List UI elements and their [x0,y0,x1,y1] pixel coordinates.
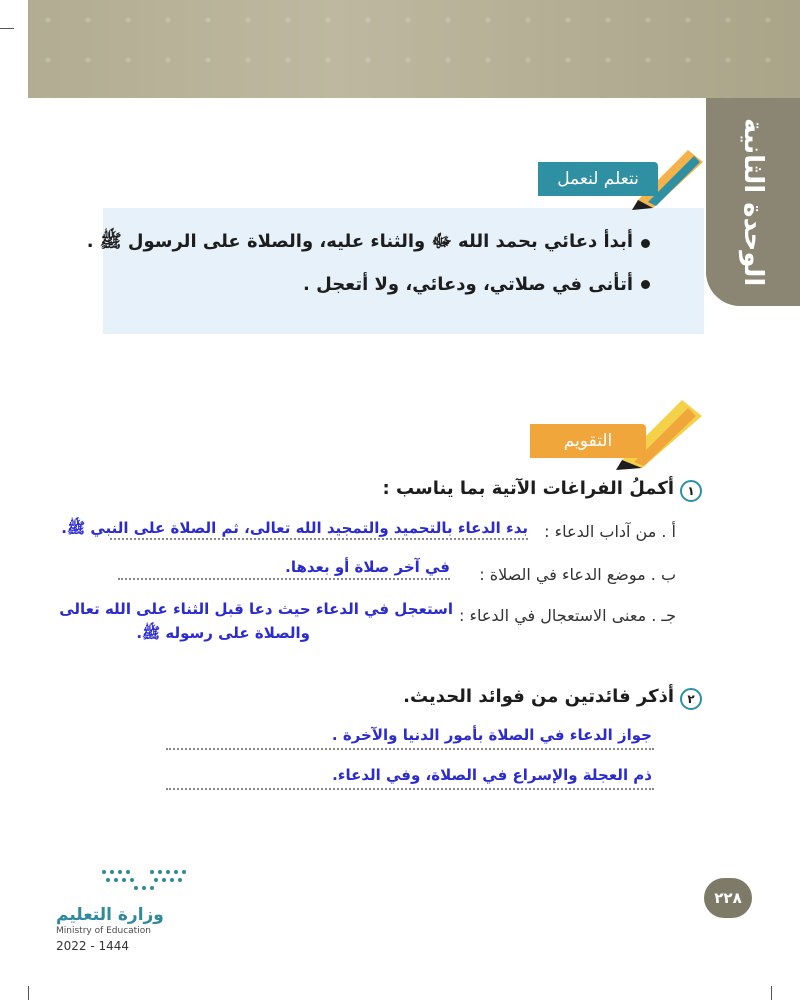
ministry-name-english: Ministry of Education [56,926,151,936]
unit-side-tab-label: الوحدة الثانية [738,117,768,287]
q2-answer: جواز الدعاء في الصلاة بأمور الدنيا والآخرة . [331,726,652,744]
question-number-badge: ١ [680,480,702,502]
question-1-title: أكملُ الفراغات الآتية بما يناسب : [382,478,674,499]
page-number-badge: ٢٢٨ [704,878,752,918]
q1-item-a-answer: بدء الدعاء بالتحميد والتمجيد الله تعالى، ثم الصلاة على النبي ﷺ. [61,519,528,537]
evaluation-section-tag: التقويم [530,424,646,458]
bullet-dot-icon [641,280,650,289]
learn-bullet [87,230,650,256]
learn-bullet-text: أبدأ دعائي بحمد الله ﷻ والثناء عليه، والصلاة على الرسول ﷺ . [86,231,633,252]
ministry-name-arabic: وزارة التعليم [56,905,164,925]
question-number-badge: ٢ [680,688,702,710]
q1-item-c-answer: استعجل في الدعاء حيث دعا قبل الثناء على الله تعالى [59,600,453,618]
bullet-dot-icon [641,239,650,248]
crop-mark [28,986,29,1000]
learn-bullet [303,274,650,295]
q2-answer: ذم العجلة والإسراع في الصلاة، وفي الدعاء. [332,766,652,784]
ministry-emblem-icon [96,862,192,898]
answer-line [110,538,528,540]
answer-line [118,578,450,580]
crop-mark [0,28,14,29]
unit-side-tab-label-wrap [706,98,800,306]
q1-item-b-prompt: ب . موضع الدعاء في الصلاة : [479,565,676,584]
learn-bullet-text: أتأنى في صلاتي، ودعائي، ولا أتعجل . [303,274,633,295]
q1-item-b-answer: في آخر صلاة أو بعدها. [285,558,450,576]
q1-item-c-prompt: جـ . معنى الاستعجال في الدعاء : [458,606,676,625]
answer-line [166,748,654,750]
q1-item-c-answer-cont: والصلاة على رسوله ﷺ. [136,624,310,642]
answer-line [166,788,654,790]
learn-section-tag: نتعلم لنعمل [538,162,658,196]
crop-mark [771,986,772,1000]
question-2-title: أذكر فائدتين من فوائد الحديث. [403,686,674,707]
q1-item-a-prompt: أ . من آداب الدعاء : [544,522,676,541]
edition-year: 2022 - 1444 [56,939,130,953]
banner-pattern [28,0,800,98]
learn-section-box [103,208,704,334]
